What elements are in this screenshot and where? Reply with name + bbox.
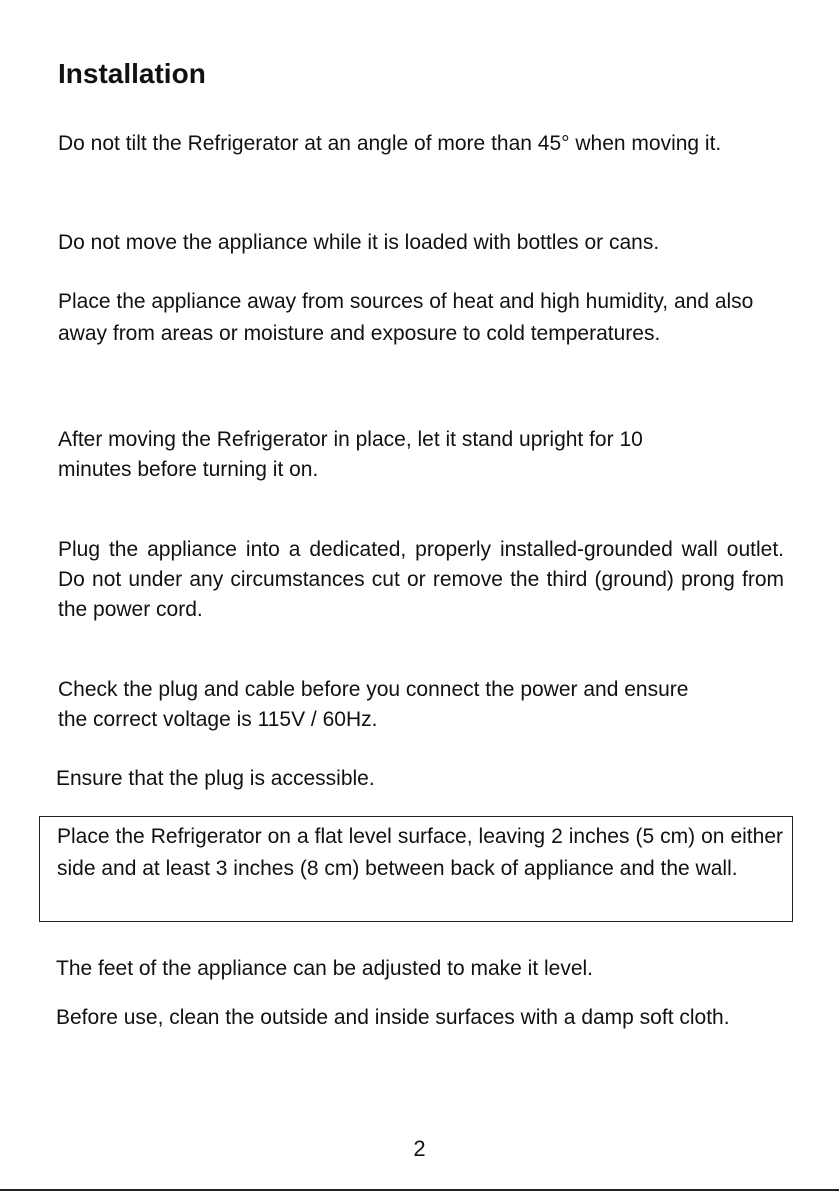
clearance-box [39, 816, 793, 922]
instruction-move-loaded: Do not move the appliance while it is loaded with bottles or cans. [58, 231, 660, 254]
instruction-feet: The feet of the appliance can be adjusted to make it level. [56, 957, 594, 980]
instruction-grounding: Plug the appliance into a dedicated, properly installed-grounded wall outlet. Do not under any circumstances cut or remove the third (ground) prong from the power cord. [58, 538, 784, 621]
instruction-tilt: Do not tilt the Refrigerator at an angle of more than 45° when moving it. [58, 132, 722, 155]
page-number: 2 [413, 1136, 426, 1161]
instruction-voltage: Check the plug and cable before you connect the power and ensure the correct voltage is 115V / 60Hz. [58, 678, 689, 731]
instruction-placement: Place the appliance away from sources of heat and high humidity, and also away from areas or moisture and exposure to cold temperatures. [58, 290, 754, 345]
page-title: Installation [58, 58, 206, 89]
instruction-clearance: Place the Refrigerator on a flat level surface, leaving 2 inches (5 cm) on either side and at least 3 inches (8 cm) between back of appliance and the wall. [57, 825, 783, 880]
instruction-stand-upright: After moving the Refrigerator in place, let it stand upright for 10 minutes before turning it on. [58, 428, 643, 481]
instruction-accessible: Ensure that the plug is accessible. [56, 767, 375, 790]
instruction-cleaning: Before use, clean the outside and inside surfaces with a damp soft cloth. [56, 1006, 730, 1029]
